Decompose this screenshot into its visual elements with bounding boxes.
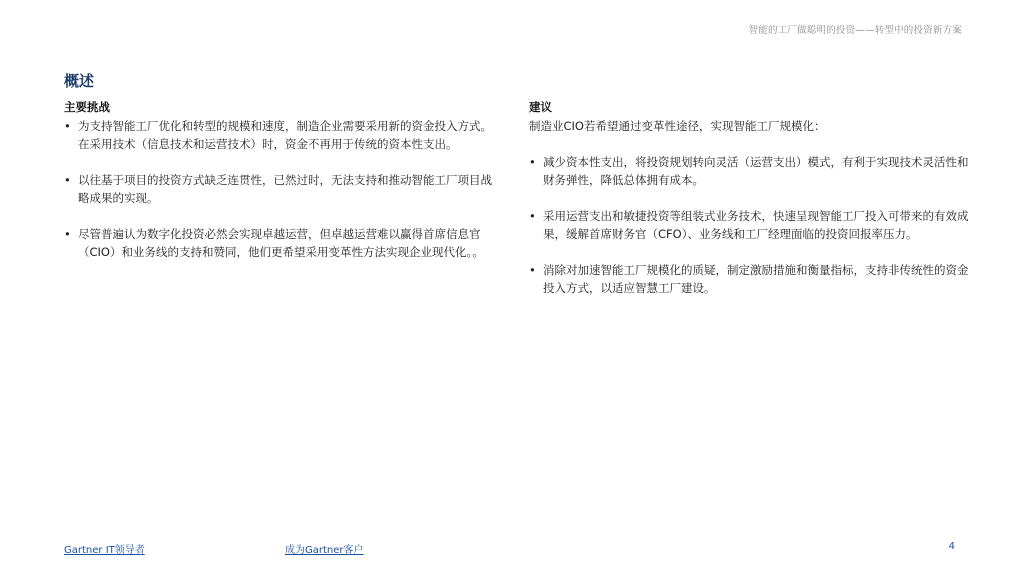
list-item — [529, 207, 969, 243]
become-gartner-client-link[interactable]: 成为Gartner客户 — [285, 545, 364, 556]
list-item-text: 减少资本性支出，将投资规划转向灵活（运营支出）模式，有利于实现技术灵活性和财务弹性，降低总体拥有成本。 — [543, 155, 969, 187]
bullet-icon: • — [529, 263, 536, 277]
list-item-text: 以往基于项目的投资方式缺乏连贯性，已然过时，无法支持和推动智能工厂项目战略成果的实现。 — [78, 173, 492, 205]
bullet-icon: • — [64, 119, 71, 133]
bullet-icon: • — [529, 155, 536, 169]
document-header-title: 智能的工厂做聪明的投资——转型中的投资新方案 — [748, 25, 962, 36]
list-item-text: 为支持智能工厂优化和转型的规模和速度，制造企业需要采用新的资金投入方式。在采用技术（信息技术和运营技术）时，资金不再用于传统的资本性支出。 — [78, 119, 492, 151]
list-item — [529, 261, 969, 297]
list-item-text: 尽管普遍认为数字化投资必然会实现卓越运营，但卓越运营难以赢得首席信息官（CIO）和业务线的支持和赞同，他们更希望采用变革性方法实现企业现代化。。 — [78, 227, 484, 259]
section-title: 概述 — [64, 72, 95, 90]
challenges-list — [64, 117, 494, 261]
list-item — [64, 117, 494, 153]
list-item — [64, 225, 494, 261]
list-item — [529, 153, 969, 189]
recommendations-intro: 制造业CIO若希望通过变革性途径，实现智能工厂规模化： — [529, 119, 826, 133]
gartner-it-leaders-link[interactable]: Gartner IT领导者 — [64, 545, 145, 556]
bullet-icon: • — [64, 173, 71, 187]
bullet-icon: • — [529, 209, 536, 223]
bullet-icon: • — [64, 227, 71, 241]
challenges-heading: 主要挑战 — [64, 100, 110, 114]
list-item-text: 消除对加速智能工厂规模化的质疑，制定激励措施和衡量指标，支持非传统性的资金投入方式，以适应智慧工厂建设。 — [543, 263, 969, 295]
recommendations-list — [529, 153, 969, 297]
page-number: 4 — [948, 541, 955, 552]
challenges-column — [64, 100, 494, 279]
list-item-text: 采用运营支出和敏捷投资等组装式业务技术，快速呈现智能工厂投入可带来的有效成果，缓解首席财务官（CFO）、业务线和工厂经理面临的投资回报率压力。 — [543, 209, 969, 241]
recommendations-heading: 建议 — [529, 100, 552, 114]
list-item — [64, 171, 494, 207]
recommendations-column — [529, 100, 969, 315]
